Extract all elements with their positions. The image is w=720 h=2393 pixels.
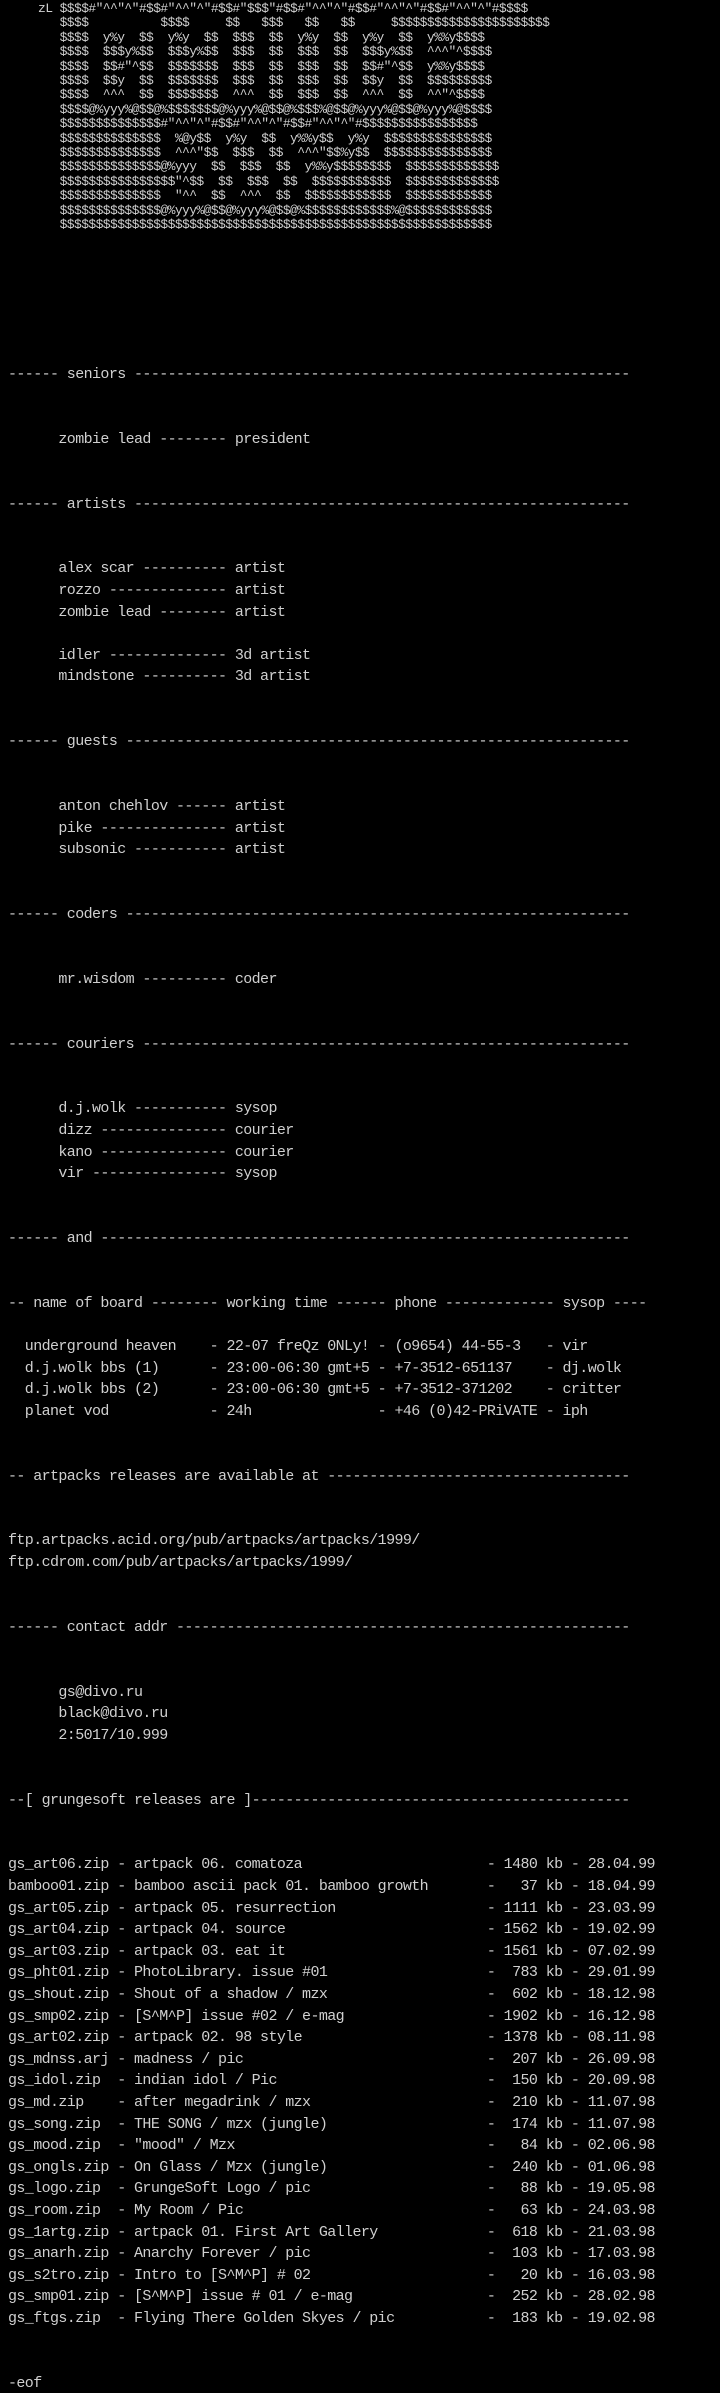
release-row: gs_1artg.zip - artpack 01. First Art Gallery - 618 kb - 21.03.98: [8, 2223, 655, 2241]
text-line: d.j.wolk bbs (1) - 23:00-06:30 gmt+5 - +7-3512-651137 - dj.wolk: [8, 1359, 622, 1377]
text-line: kano --------------- courier: [8, 1143, 294, 1161]
section-header: -- name of board -------- working time ------ phone ------------- sysop ----: [8, 1294, 647, 1312]
text-line: zombie lead -------- president: [8, 430, 311, 448]
release-row: gs_ftgs.zip - Flying There Golden Skyes / pic - 183 kb - 19.02.98: [8, 2310, 655, 2327]
release-row: gs_s2tro.zip - Intro to [S^M^P] # 02 - 20 kb - 16.03.98: [8, 2266, 655, 2284]
section-header: ------ and ---------------------------------------------------------------: [8, 1230, 630, 1247]
release-row: gs_art05.zip - artpack 05. resurrection - 1111 kb - 23.03.99: [8, 1899, 655, 1917]
text-line: mindstone ---------- 3d artist: [8, 668, 311, 686]
text-line: d.j.wolk bbs (2) - 23:00-06:30 gmt+5 - +7-3512-371202 - critter: [8, 1381, 622, 1399]
section-header: ------ contact addr ------------------------------------------------------: [8, 1618, 630, 1636]
text-line: d.j.wolk ----------- sysop: [8, 1100, 277, 1118]
text-line: gs@divo.ru: [8, 1683, 143, 1701]
release-row: gs_logo.zip - GrungeSoft Logo / pic - 88 kb - 19.05.98: [8, 2180, 655, 2198]
release-row: gs_song.zip - THE SONG / mzx (jungle) - 174 kb - 11.07.98: [8, 2115, 655, 2133]
release-row: gs_art04.zip - artpack 04. source - 1562 kb - 19.02.99: [8, 1921, 655, 1939]
release-row: gs_pht01.zip - PhotoLibrary. issue #01 - 783 kb - 29.01.99: [8, 1964, 655, 1982]
logo-line: zL $$$$#"^^"^"#$$#"^^"^"#$$#"$$$"#$$#"^^"^"#$$#"^^"^"#$$#"^^"^"#$$$$: [38, 1, 528, 16]
logo-line: $$$$@%yyy%@$$@%$$$$$$$@%yyy%@$$@%$$$%@$$@%yyy%@$$@%yyy%@$$$$: [38, 101, 492, 117]
text-line: ftp.artpacks.acid.org/pub/artpacks/artpacks/1999/: [8, 1532, 420, 1550]
logo-line: $$$$ ^^^ $$ $$$$$$$ ^^^ $$ $$$ $$ ^^^ $$ ^^"^$$$$: [38, 87, 485, 103]
ascii-logo: [38, 2, 549, 233]
release-row: gs_shout.zip - Shout of a shadow / mzx - 602 kb - 18.12.98: [8, 1986, 655, 2003]
text-line: 2:5017/10.999: [8, 1726, 168, 1744]
text-line: alex scar ---------- artist: [8, 560, 286, 578]
release-row: gs_art03.zip - artpack 03. eat it - 1561 kb - 07.02.99: [8, 1942, 655, 1960]
release-row: gs_mdnss.arj - madness / pic - 207 kb - 26.09.98: [8, 2050, 655, 2068]
text-line: mr.wisdom ---------- coder: [8, 970, 277, 988]
logo-line: $$$$$$$$$$$$$$@%yyy%@$$@%yyy%@$$@%$$$$$$$$$$$$%@$$$$$$$$$$$$: [38, 202, 492, 218]
logo-line: $$$$$$$$$$$$$$ "^^ $$ ^^^ $$ $$$$$$$$$$$$ $$$$$$$$$$$$: [38, 188, 492, 204]
text-line: idler -------------- 3d artist: [8, 646, 311, 664]
release-row: gs_md.zip - after megadrink / mzx - 210 kb - 11.07.98: [8, 2094, 655, 2111]
text-line: underground heaven - 22-07 freQz 0NLy! - (o9654) 44-55-3 - vir: [8, 1338, 588, 1355]
logo-line: $$$$$$$$$$$$$$#"^^"^"#$$#"^^"^"#$$#"^^"^"#$$$$$$$$$$$$$$$$: [38, 116, 478, 132]
release-row: gs_ongls.zip - On Glass / Mzx (jungle) - 240 kb - 01.06.98: [8, 2158, 655, 2176]
section-header: ------ couriers ----------------------------------------------------------: [8, 1035, 630, 1053]
logo-line: $$$$ $$$y%$$ $$$y%$$ $$$ $$ $$$ $$ $$$y%$$ ^^^"^$$$$: [38, 44, 492, 60]
text-line: anton chehlov ------ artist: [8, 798, 286, 815]
release-row: gs_idol.zip - indian idol / Pic - 150 kb - 20.09.98: [8, 2072, 655, 2090]
text-line: dizz --------------- courier: [8, 1122, 294, 1139]
section-header: ------ guests ------------------------------------------------------------: [8, 733, 630, 751]
text-line: black@divo.ru: [8, 1705, 168, 1723]
logo-line: $$$$ $$y $$ $$$$$$$ $$$ $$ $$$ $$ $$y $$ $$$$$$$$$: [38, 73, 492, 89]
text-line: rozzo -------------- artist: [8, 582, 286, 599]
logo-line: $$$$$$$$$$$$$$$$"^$$ $$ $$$ $$ $$$$$$$$$$$ $$$$$$$$$$$$$: [38, 173, 499, 189]
release-row: gs_room.zip - My Room / Pic - 63 kb - 24.03.98: [8, 2202, 655, 2219]
text-line: planet vod - 24h - +46 (0)42-PRiVATE - iph: [8, 1402, 588, 1420]
logo-line: $$$$$$$$$$$$$$ ^^^"$$ $$$ $$ ^^^"$$%y$$ $$$$$$$$$$$$$$$: [38, 145, 492, 161]
section-header: ------ seniors -----------------------------------------------------------: [8, 366, 630, 383]
logo-line: $$$$ y%y $$ y%y $$ $$$ $$ y%y $$ y%y $$ y%%y$$$$: [38, 29, 485, 45]
logo-line: $$$$$$$$$$$$$$@%yyy $$ $$$ $$ y%%y$$$$$$$$ $$$$$$$$$$$$$: [38, 159, 499, 175]
text-line: ftp.cdrom.com/pub/artpacks/artpacks/1999/: [8, 1554, 353, 1571]
text-line: subsonic ----------- artist: [8, 841, 286, 859]
section-header: -- artpacks releases are available at ------------------------------------: [8, 1467, 630, 1485]
release-row: gs_mood.zip - "mood" / Mzx - 84 kb - 02.06.98: [8, 2137, 655, 2155]
text-line: vir ---------------- sysop: [8, 1165, 277, 1183]
release-row: gs_art06.zip - artpack 06. comatoza - 1480 kb - 28.04.99: [8, 1856, 655, 1874]
logo-line: $$$$$$$$$$$$$$$$$$$$$$$$$$$$$$$$$$$$$$$$$$$$$$$$$$$$$$$$$$$$: [38, 217, 492, 233]
section-header: ------ coders ------------------------------------------------------------: [8, 906, 630, 923]
text-line: pike --------------- artist: [8, 819, 286, 837]
release-row: gs_smp02.zip - [S^M^P] issue #02 / e-mag - 1902 kb - 16.12.98: [8, 2007, 655, 2025]
section-header: -eof: [8, 2374, 42, 2392]
section-header: ------ artists -----------------------------------------------------------: [8, 495, 630, 513]
text-line: zombie lead -------- artist: [8, 603, 286, 621]
release-row: bamboo01.zip - bamboo ascii pack 01. bamboo growth - 37 kb - 18.04.99: [8, 1878, 655, 1895]
logo-line: $$$$ $$$$ $$ $$$ $$ $$ $$$$$$$$$$$$$$$$$$$$$$: [38, 15, 550, 31]
logo-line: $$$$ $$#"^$$ $$$$$$$ $$$ $$ $$$ $$ $$#"^$$ y%%y$$$$: [38, 58, 485, 74]
release-row: gs_smp01.zip - [S^M^P] issue # 01 / e-mag - 252 kb - 28.02.98: [8, 2288, 655, 2306]
release-row: gs_anarh.zip - Anarchy Forever / pic - 103 kb - 17.03.98: [8, 2245, 655, 2263]
logo-line: $$$$$$$$$$$$$$ %@y$$ y%y $$ y%%y$$ y%y $$$$$$$$$$$$$$$: [38, 130, 492, 146]
section-header: --[ grungesoft releases are ]---------------------------------------------: [8, 1791, 630, 1809]
release-row: gs_art02.zip - artpack 02. 98 style - 1378 kb - 08.11.98: [8, 2029, 655, 2047]
